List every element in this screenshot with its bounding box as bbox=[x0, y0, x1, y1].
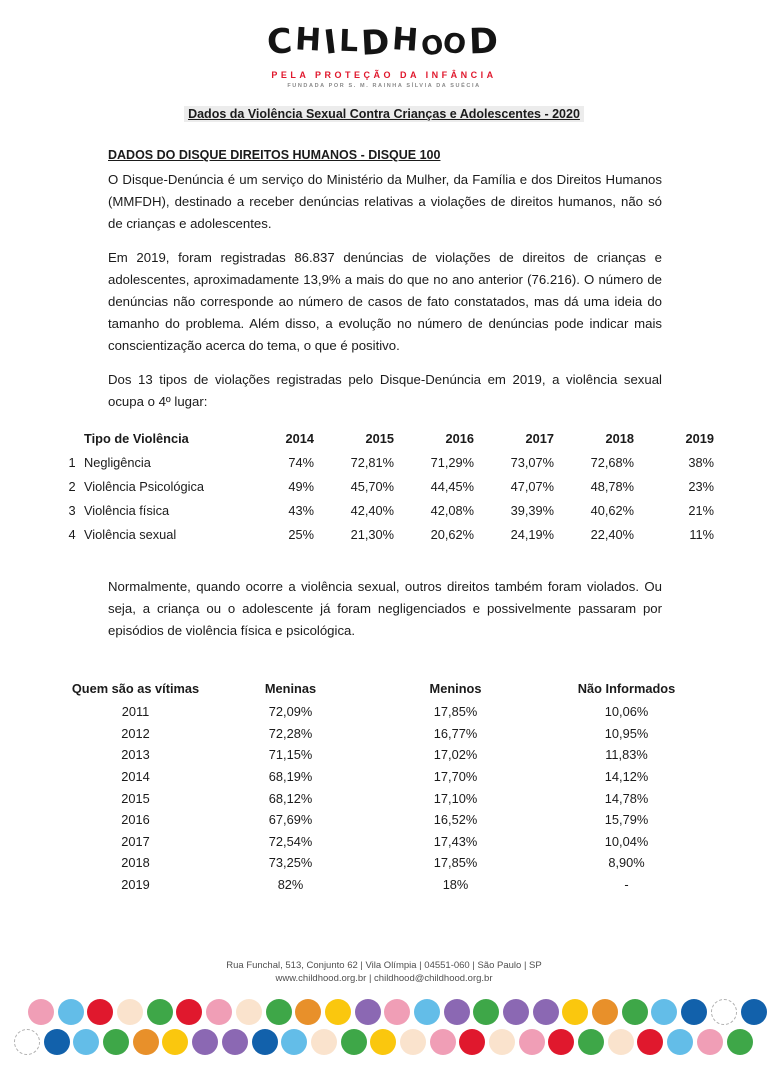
victims-value: 17,70% bbox=[433, 769, 478, 785]
violence-value: 25% bbox=[288, 526, 314, 542]
logo-subtagline: FUNDADA POR S. M. RAINHA SÍLVIA DA SUÉCIA bbox=[287, 83, 481, 89]
year-label: 2014 bbox=[121, 769, 150, 785]
wordmark-letter: O bbox=[440, 27, 472, 62]
pink-dot-icon bbox=[384, 999, 410, 1025]
orange-dot-icon bbox=[592, 999, 618, 1025]
violence-value: 43% bbox=[288, 502, 314, 518]
col-2015: 2015 bbox=[365, 430, 394, 446]
green-dot-icon bbox=[622, 999, 648, 1025]
victims-value: 17,85% bbox=[433, 704, 478, 720]
purple-dot-icon bbox=[444, 999, 470, 1025]
violence-table-row bbox=[60, 450, 716, 474]
victims-value: 18% bbox=[442, 877, 469, 893]
col-meninos: Meninos bbox=[429, 681, 482, 696]
lightblue-dot-icon bbox=[58, 999, 84, 1025]
violence-value: 73,07% bbox=[510, 454, 554, 470]
row-number: 3 bbox=[68, 502, 76, 518]
victims-value: 68,19% bbox=[268, 769, 313, 785]
victims-value: 17,02% bbox=[433, 747, 478, 763]
victims-value: 72,54% bbox=[268, 833, 313, 849]
violence-value: 71,29% bbox=[430, 454, 474, 470]
victims-table-row bbox=[58, 852, 710, 874]
victims-value: 73,25% bbox=[268, 855, 313, 871]
violence-type-label: Violência sexual bbox=[84, 526, 177, 542]
col-2018: 2018 bbox=[605, 430, 634, 446]
green-dot-icon bbox=[473, 999, 499, 1025]
cream-dot-icon bbox=[608, 1029, 634, 1055]
cream-dot-icon bbox=[311, 1029, 337, 1055]
victims-value: 16,77% bbox=[433, 725, 478, 741]
violence-value: 74% bbox=[288, 454, 314, 470]
year-label: 2011 bbox=[121, 704, 150, 720]
violence-value: 39,39% bbox=[510, 502, 554, 518]
logo bbox=[0, 22, 768, 89]
green-dot-icon bbox=[266, 999, 292, 1025]
violence-value: 23% bbox=[688, 478, 714, 494]
violence-type-label: Violência física bbox=[84, 502, 170, 518]
darkblue-dot-icon bbox=[44, 1029, 70, 1055]
lightblue-dot-icon bbox=[651, 999, 677, 1025]
footer-dots-row-1 bbox=[28, 999, 767, 1025]
darkblue-dot-icon bbox=[741, 999, 767, 1025]
violence-value: 21,30% bbox=[350, 526, 394, 542]
green-dot-icon bbox=[147, 999, 173, 1025]
victims-table-row bbox=[58, 787, 710, 809]
victims-value: 14,78% bbox=[604, 790, 649, 806]
yellow-dot-icon bbox=[370, 1029, 396, 1055]
col-tipo-de-violencia: Tipo de Violência bbox=[84, 430, 189, 446]
victims-value: 10,95% bbox=[604, 725, 649, 741]
yellow-dot-icon bbox=[162, 1029, 188, 1055]
violence-table-row bbox=[60, 498, 716, 522]
pink-dot-icon bbox=[206, 999, 232, 1025]
darkblue-dot-icon bbox=[252, 1029, 278, 1055]
orange-dot-icon bbox=[295, 999, 321, 1025]
wordmark-letter: H bbox=[293, 21, 325, 59]
violence-table-header bbox=[60, 426, 716, 450]
col-2016: 2016 bbox=[445, 430, 474, 446]
year-label: 2012 bbox=[121, 725, 150, 741]
row-number: 2 bbox=[68, 478, 76, 494]
victims-table-row bbox=[58, 809, 710, 831]
section-heading: DADOS DO DISQUE DIREITOS HUMANOS - DISQUE 100 bbox=[108, 148, 441, 162]
victims-value: 16,52% bbox=[433, 812, 478, 828]
lightblue-dot-icon bbox=[73, 1029, 99, 1055]
victims-value: 17,43% bbox=[433, 833, 478, 849]
violence-value: 22,40% bbox=[590, 526, 634, 542]
victims-table-row bbox=[58, 874, 710, 896]
year-label: 2016 bbox=[121, 812, 150, 828]
victims-table-body bbox=[58, 701, 710, 895]
green-dot-icon bbox=[578, 1029, 604, 1055]
violence-value: 24,19% bbox=[510, 526, 554, 542]
victims-value: 17,10% bbox=[433, 790, 478, 806]
wordmark-letter: I bbox=[321, 21, 342, 62]
purple-dot-icon bbox=[355, 999, 381, 1025]
wordmark-letter: O bbox=[419, 29, 449, 63]
title-row bbox=[0, 105, 768, 123]
logo-tagline: PELA PROTEÇÃO DA INFÂNCIA bbox=[271, 70, 497, 80]
victims-table-row bbox=[58, 744, 710, 766]
victims-value: 17,85% bbox=[433, 855, 478, 871]
violence-value: 47,07% bbox=[510, 478, 554, 494]
victims-table-row bbox=[58, 831, 710, 853]
year-label: 2018 bbox=[121, 855, 150, 871]
white-dot-icon bbox=[711, 999, 737, 1025]
pink-dot-icon bbox=[519, 1029, 545, 1055]
wordmark-letter: D bbox=[468, 21, 503, 63]
red-dot-icon bbox=[548, 1029, 574, 1055]
violence-value: 38% bbox=[688, 454, 714, 470]
cream-dot-icon bbox=[236, 999, 262, 1025]
victims-value: - bbox=[624, 877, 629, 893]
pink-dot-icon bbox=[697, 1029, 723, 1055]
year-label: 2017 bbox=[121, 833, 150, 849]
childhood-wordmark bbox=[267, 22, 502, 63]
victims-value: 72,28% bbox=[268, 725, 313, 741]
yellow-dot-icon bbox=[562, 999, 588, 1025]
violence-type-label: Negligência bbox=[84, 454, 151, 470]
violence-value: 45,70% bbox=[350, 478, 394, 494]
victims-value: 14,12% bbox=[604, 769, 649, 785]
row-number: 1 bbox=[68, 454, 76, 470]
violence-value: 42,08% bbox=[430, 502, 474, 518]
pink-dot-icon bbox=[430, 1029, 456, 1055]
violence-value: 42,40% bbox=[350, 502, 394, 518]
green-dot-icon bbox=[103, 1029, 129, 1055]
yellow-dot-icon bbox=[325, 999, 351, 1025]
col-2017: 2017 bbox=[525, 430, 554, 446]
violence-value: 72,81% bbox=[350, 454, 394, 470]
purple-dot-icon bbox=[503, 999, 529, 1025]
cream-dot-icon bbox=[400, 1029, 426, 1055]
red-dot-icon bbox=[87, 999, 113, 1025]
wordmark-letter: H bbox=[391, 21, 423, 59]
victims-table-row bbox=[58, 723, 710, 745]
violence-value: 72,68% bbox=[590, 454, 634, 470]
paragraph-violation-rank: Dos 13 tipos de violações registradas pelo Disque-Denúncia em 2019, a violência sexual ocupa o 4º lugar: bbox=[108, 372, 662, 409]
orange-dot-icon bbox=[133, 1029, 159, 1055]
wordmark-letter: C bbox=[265, 20, 297, 64]
white-dot-icon bbox=[14, 1029, 40, 1055]
purple-dot-icon bbox=[222, 1029, 248, 1055]
victims-value: 11,83% bbox=[605, 747, 648, 763]
red-dot-icon bbox=[637, 1029, 663, 1055]
victims-value: 8,90% bbox=[608, 855, 645, 871]
footer-dots-row-2 bbox=[14, 1029, 753, 1055]
red-dot-icon bbox=[459, 1029, 485, 1055]
row-number: 4 bbox=[68, 526, 76, 542]
lightblue-dot-icon bbox=[281, 1029, 307, 1055]
footer bbox=[0, 960, 768, 985]
victims-value: 10,04% bbox=[604, 833, 649, 849]
paragraph-disque-denuncia: O Disque-Denúncia é um serviço do Ministério da Mulher, da Família e dos Direitos Humanos (MMFDH), destinado a receber denúncias relativas a violações de direitos humanos, não só de crianças e adolescentes. bbox=[108, 172, 662, 231]
violence-value: 49% bbox=[288, 478, 314, 494]
victims-value: 71,15% bbox=[268, 747, 313, 763]
victims-table-header bbox=[58, 676, 710, 701]
col-quem-sao-as-vitimas: Quem são as vítimas bbox=[71, 681, 200, 696]
violence-type-label: Violência Psicológica bbox=[84, 478, 204, 494]
violence-types-table bbox=[60, 426, 716, 546]
year-label: 2013 bbox=[121, 747, 150, 763]
cream-dot-icon bbox=[489, 1029, 515, 1055]
victims-value: 67,69% bbox=[268, 812, 313, 828]
violence-value: 44,45% bbox=[430, 478, 474, 494]
violence-value: 11% bbox=[689, 526, 714, 542]
violence-value: 21% bbox=[688, 502, 714, 518]
year-label: 2015 bbox=[121, 790, 150, 806]
purple-dot-icon bbox=[192, 1029, 218, 1055]
violence-table-body bbox=[60, 450, 716, 546]
red-dot-icon bbox=[176, 999, 202, 1025]
paragraph-2019-stats: Em 2019, foram registradas 86.837 denúncias de violações de direitos de crianças e adolescentes, aproximadamente 13,9% a mais do que no ano anterior (76.216). O número de denúncias não corresponde ao número de casos de fato constatados, mas dá uma ideia do tamanho do problema. Além disso, a evolução no número de denúncias pode indicar mais conscientização acerca do tema, o que é positivo. bbox=[108, 250, 662, 353]
victims-value: 82% bbox=[277, 877, 304, 893]
violence-value: 48,78% bbox=[590, 478, 634, 494]
green-dot-icon bbox=[727, 1029, 753, 1055]
violence-table-row bbox=[60, 522, 716, 546]
lightblue-dot-icon bbox=[414, 999, 440, 1025]
footer-contacts: www.childhood.org.br | childhood@childhood.org.br bbox=[275, 972, 493, 984]
violence-table-row bbox=[60, 474, 716, 498]
victims-table-row bbox=[58, 701, 710, 723]
col-2014: 2014 bbox=[285, 430, 314, 446]
victims-value: 15,79% bbox=[604, 812, 649, 828]
page-title: Dados da Violência Sexual Contra Crianças e Adolescentes - 2020 bbox=[184, 106, 584, 122]
cream-dot-icon bbox=[117, 999, 143, 1025]
paragraph-other-rights: Normalmente, quando ocorre a violência sexual, outros direitos também foram violados. Ou seja, a criança ou o adolescente já foram negligenciados e possivelmente passaram por episódios de violência física e psicológica. bbox=[108, 579, 662, 638]
victims-table bbox=[58, 676, 710, 895]
wordmark-letter: D bbox=[360, 22, 394, 64]
victims-table-row bbox=[58, 766, 710, 788]
green-dot-icon bbox=[341, 1029, 367, 1055]
violence-value: 20,62% bbox=[430, 526, 474, 542]
pink-dot-icon bbox=[28, 999, 54, 1025]
col-meninas: Meninas bbox=[264, 681, 317, 696]
purple-dot-icon bbox=[533, 999, 559, 1025]
victims-value: 72,09% bbox=[268, 704, 313, 720]
victims-value: 10,06% bbox=[604, 704, 649, 720]
darkblue-dot-icon bbox=[681, 999, 707, 1025]
victims-value: 68,12% bbox=[268, 790, 313, 806]
col-nao-informados: Não Informados bbox=[577, 681, 676, 696]
wordmark-letter: L bbox=[338, 23, 362, 60]
violence-value: 40,62% bbox=[590, 502, 634, 518]
year-label: 2019 bbox=[121, 877, 150, 893]
lightblue-dot-icon bbox=[667, 1029, 693, 1055]
footer-address: Rua Funchal, 513, Conjunto 62 | Vila Olímpia | 04551-060 | São Paulo | SP bbox=[226, 960, 542, 971]
col-2019: 2019 bbox=[685, 430, 714, 446]
